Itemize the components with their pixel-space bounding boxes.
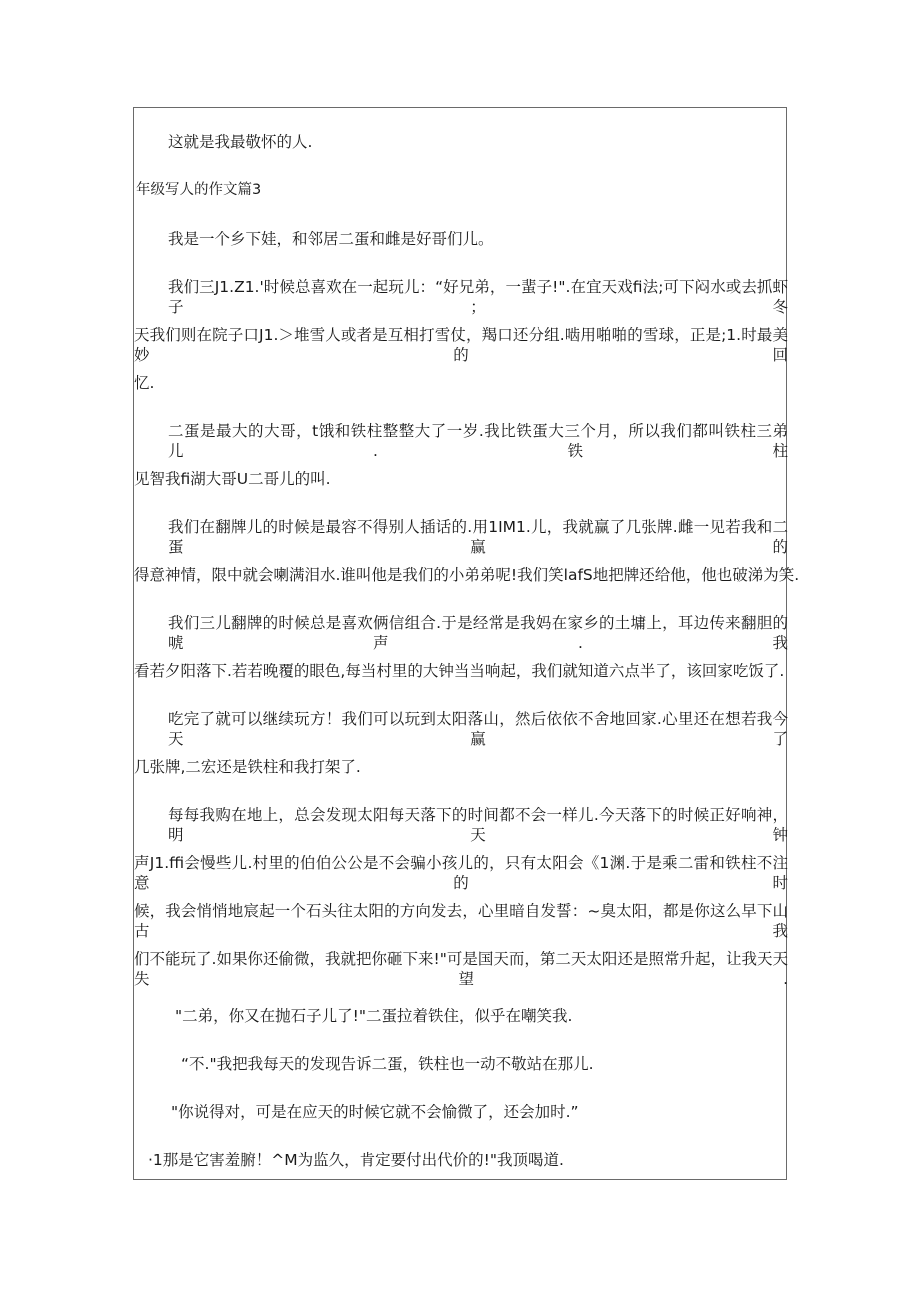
paragraph-line: 我们三J1.Z1.'时候总喜欢在一起玩儿：“好兄弟，一蜚子!".在宜天戏fi法;可下闷水或去抓虾子；冬 bbox=[168, 278, 788, 316]
paragraph-line: 见智我fi湖大哥U二哥儿的叫. bbox=[134, 470, 331, 488]
paragraph-line: 我们在翻牌儿的时候是最容不得别人插话的.用1IM1.儿，我就赢了几张牌.雌一见若我和二蛋赢的 bbox=[168, 518, 788, 556]
paragraph-line: 几张牌,二宏还是铁柱和我打架了. bbox=[134, 758, 361, 776]
paragraph-line: 这就是我最敬怀的人. bbox=[168, 133, 313, 151]
paragraph-line: 忆. bbox=[134, 374, 155, 392]
paragraph-line: 候，我会悄悄地宸起一个石头往太阳的方向发去，心里暗自发誓：~臭太阳，都是你这么早下山古我 bbox=[134, 902, 788, 940]
paragraph-line: 声J1.ffi会慢些儿.村里的伯伯公公是不会骗小孩儿的，只有太阳会《1渊.于是乘二雷和铁柱不注意的时 bbox=[134, 854, 788, 892]
paragraph-line: 们不能玩了.如果你还偷微，我就把你砸下来!"可是国天而，第二天太阳还是照常升起，让我天天失望. bbox=[134, 950, 788, 988]
paragraph-line: 看若夕阳落下.若若晚覆的眼色,每当村里的大钟当当响起，我们就知道六点半了，该回家吃饭了. bbox=[134, 662, 785, 680]
paragraph-line: 我是一个乡下娃，和邻居二蛋和雌是好哥们儿。 bbox=[168, 230, 494, 248]
paragraph-line: 每每我购在地上，总会发现太阳每天落下的时间都不会一样儿.今天落下的时候正好响神，明天钟 bbox=[168, 806, 788, 844]
paragraph-line: 得意神情，限中就会喇满泪水.谁叫他是我们的小弟弟呢!我们笑lafS地把牌还给他，他也破涕为笑. bbox=[134, 566, 800, 584]
section-heading: 年级写人的作文篇3 bbox=[136, 182, 262, 198]
dialogue-line: "二弟，你又在抛石子儿了!"二蛋拉着铁住，似乎在嘲笑我. bbox=[175, 1007, 573, 1025]
paragraph-line: 吃完了就可以继续玩方！我们可以玩到太阳落山，然后依依不舍地回家.心里还在想若我今天赢了 bbox=[168, 710, 788, 748]
paragraph-line: 天我们则在院子口J1.＞堆雪人或者是互相打雪仗，羯口还分组.啮用啪啪的雪球，正是;1.时最美妙的回 bbox=[134, 326, 788, 364]
dialogue-line: "你说得对，可是在应天的时候它就不会愉微了，还会加时.” bbox=[171, 1103, 579, 1121]
dialogue-line: ·1那是它害羞腑！^M为监久，肯定要付出代价的!"我顶喝道. bbox=[148, 1151, 564, 1169]
document-frame bbox=[133, 107, 800, 1180]
paragraph-line: 二蛋是最大的大哥，t饿和铁柱整整大了一岁.我比铁蛋大三个月，所以我们都叫铁柱三弟儿.铁柱 bbox=[168, 422, 788, 460]
paragraph-line: 我们三儿翻牌的时候总是喜欢俩信组合.于是经常是我妈在家乡的土墉上，耳边传来翻胆的唬声.我 bbox=[168, 614, 788, 652]
dialogue-line: “不."我把我每天的发现告诉二蛋，铁柱也一动不敬站在那儿. bbox=[181, 1055, 594, 1073]
